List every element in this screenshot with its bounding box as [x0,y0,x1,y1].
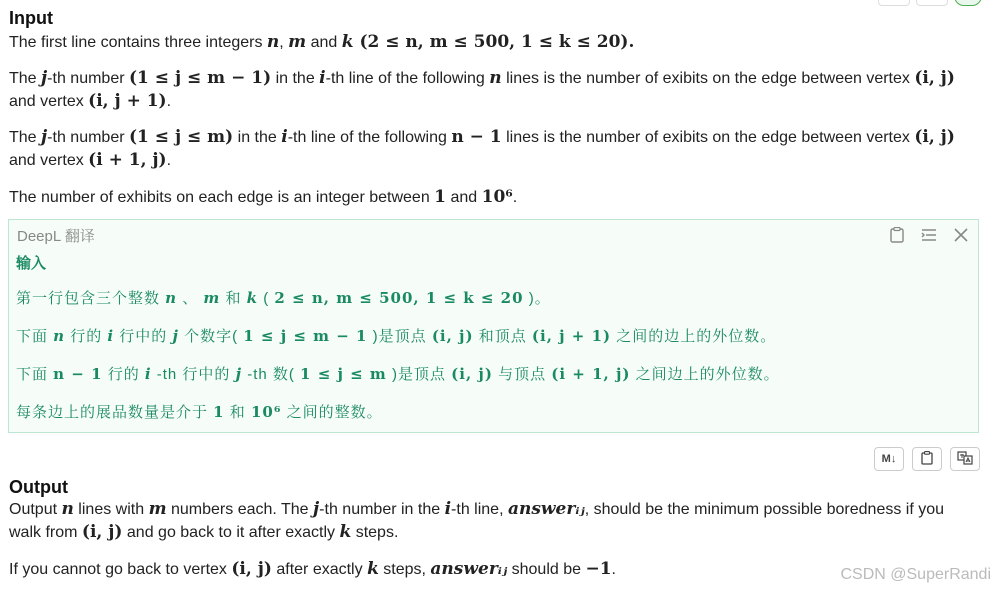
text: )。 [523,290,551,307]
math-j: j [313,499,320,519]
output-heading: Output [9,477,68,497]
input-paragraph-3 [9,126,979,172]
text: 之间的边上的外位数。 [611,328,777,345]
math-vertex: (i + 1, j) [551,365,631,383]
translate-button[interactable] [950,447,980,471]
deepl-line-3 [16,363,971,386]
markdown-toolbar [874,447,980,471]
math-m: m [203,289,221,307]
math-j: j [172,327,179,345]
text: and vertex [9,152,89,169]
text: , should be the minimum possible boredness if you walk from [9,501,945,541]
math-n: n [61,499,74,519]
math-vertex: (i, j) [914,68,955,88]
text: 之间边上的外位数。 [630,366,780,383]
list-icon[interactable] [920,226,938,244]
math-vertex: (i, j) [81,522,123,542]
text: -th 数( [242,366,301,383]
deepl-line-4 [16,401,971,424]
math-k: k [341,32,354,52]
text: The [9,129,42,146]
text: steps. [351,524,399,541]
deepl-body [9,252,978,424]
deepl-title: DeepL 翻译 [17,227,95,245]
math-power: 10⁶ [250,403,282,421]
math-vertex: (i, j) [451,365,493,383]
text: steps, [378,561,431,578]
text: The first line contains three integers [9,34,267,51]
output-section [9,477,979,581]
deepl-line-1 [16,287,971,310]
clipboard-icon[interactable] [888,226,906,244]
text: . [512,189,518,206]
deepl-actions [888,226,970,244]
deepl-translation-box [8,219,979,433]
deepl-header [9,220,978,250]
text: The number of exhibits on each edge is an integer between [9,189,435,206]
text: . [166,93,172,110]
text: 下面 [16,366,54,383]
text: 和 [220,290,247,307]
text: lines is the number of exibits on the edge between vertex [501,70,915,87]
deepl-line-2 [16,325,971,348]
math-k: k [339,522,352,542]
text: lines with [73,501,149,518]
text: . [611,561,616,578]
math-i: i [281,127,288,147]
text: -th line, [451,501,508,518]
deepl-heading: 输入 [16,255,47,272]
math-vertex: (i, j + 1) [88,91,167,111]
math-range: 1 ≤ j ≤ m [300,365,387,383]
math-m: m [288,32,307,52]
text: -th line of the following [325,70,490,87]
text: 行的 [102,366,145,383]
text: 行中的 [114,328,173,345]
math-n-minus-1: n − 1 [451,127,502,147]
text: )是顶点 [386,366,452,383]
math-m: m [148,499,167,519]
top-toolbar [878,0,982,6]
text: The [9,70,42,87]
text: 与顶点 [492,366,552,383]
top-button-3[interactable] [954,0,982,6]
text: 、 [177,290,204,307]
math-k: k [246,289,259,307]
math-i: i [144,365,152,383]
input-paragraph-1 [9,31,979,54]
math-j: j [41,68,48,88]
text: )是顶点 [367,328,432,345]
math-vertex: (i, j) [914,127,955,147]
output-paragraph-2 [9,558,979,581]
math-one: 1 [434,187,447,207]
math-range: 2 ≤ n, m ≤ 500, 1 ≤ k ≤ 20 [274,289,524,307]
math-vertex: (i, j + 1) [531,327,612,345]
text: 第一行包含三个整数 [16,290,166,307]
text: -th number in the [319,501,445,518]
math-k: k [367,559,379,579]
math-range: (2 ≤ n, m ≤ 500, 1 ≤ k ≤ 20). [353,32,635,52]
math-n: n [53,327,66,345]
math-answer: answerᵢⱼ [430,559,508,579]
input-heading: Input [9,8,53,28]
text: -th number [47,129,129,146]
math-n: n [489,68,502,88]
input-paragraph-4 [9,186,979,209]
watermark: CSDN @SuperRandi [840,566,991,583]
text: 个数字( [178,328,244,345]
math-answer: answerᵢⱼ [507,499,585,519]
text: ( [258,290,275,307]
top-button-1[interactable] [878,0,910,6]
copy-button[interactable] [912,447,942,471]
text: 和 [224,404,251,421]
text: If you cannot go back to vertex [9,561,232,578]
text: and go back to it after exactly [122,524,340,541]
math-j: j [41,127,48,147]
clipboard-icon [921,451,933,468]
output-paragraph-1 [9,498,979,544]
text: in the [271,70,320,87]
markdown-button[interactable]: M↓ [874,447,904,471]
text: 每条边上的展品数量是介于 [16,404,214,421]
math-range: (1 ≤ j ≤ m) [128,127,234,147]
input-paragraph-2 [9,67,979,113]
math-n-minus-1: n − 1 [53,365,103,383]
math-n: n [165,289,178,307]
input-section [9,8,979,209]
math-i: i [107,327,115,345]
translate-icon [957,451,973,468]
math-one: 1 [213,403,225,421]
text: 下面 [16,328,54,345]
text: 之间的整数。 [281,404,383,421]
text: after exactly [271,561,368,578]
math-range: (1 ≤ j ≤ m − 1) [128,68,272,88]
math-i: i [444,499,452,519]
text: Output [9,501,62,518]
math-n: n [266,32,280,52]
math-minus-one: −1 [585,559,612,579]
math-vertex: (i, j) [431,327,474,345]
math-power: 10⁶ [481,187,513,207]
text: should be [507,561,586,578]
text: -th 行中的 [151,366,236,383]
math-vertex: (i, j) [231,559,272,579]
text: -th line of the following [287,129,452,146]
text: numbers each. The [166,501,314,518]
math-j: j [235,365,243,383]
math-i: i [319,68,326,88]
text: 行的 [65,328,108,345]
text: and [306,34,342,51]
text: , [279,34,289,51]
text: and vertex [9,93,89,110]
math-range: 1 ≤ j ≤ m − 1 [243,327,368,345]
text: and [446,189,482,206]
text: lines is the number of exibits on the edge between vertex [501,129,915,146]
text: in the [233,129,282,146]
close-icon[interactable] [952,226,970,244]
text: 和顶点 [473,328,532,345]
math-vertex: (i + 1, j) [88,150,167,170]
text: -th number [47,70,129,87]
text: . [166,152,172,169]
top-button-2[interactable] [916,0,948,6]
